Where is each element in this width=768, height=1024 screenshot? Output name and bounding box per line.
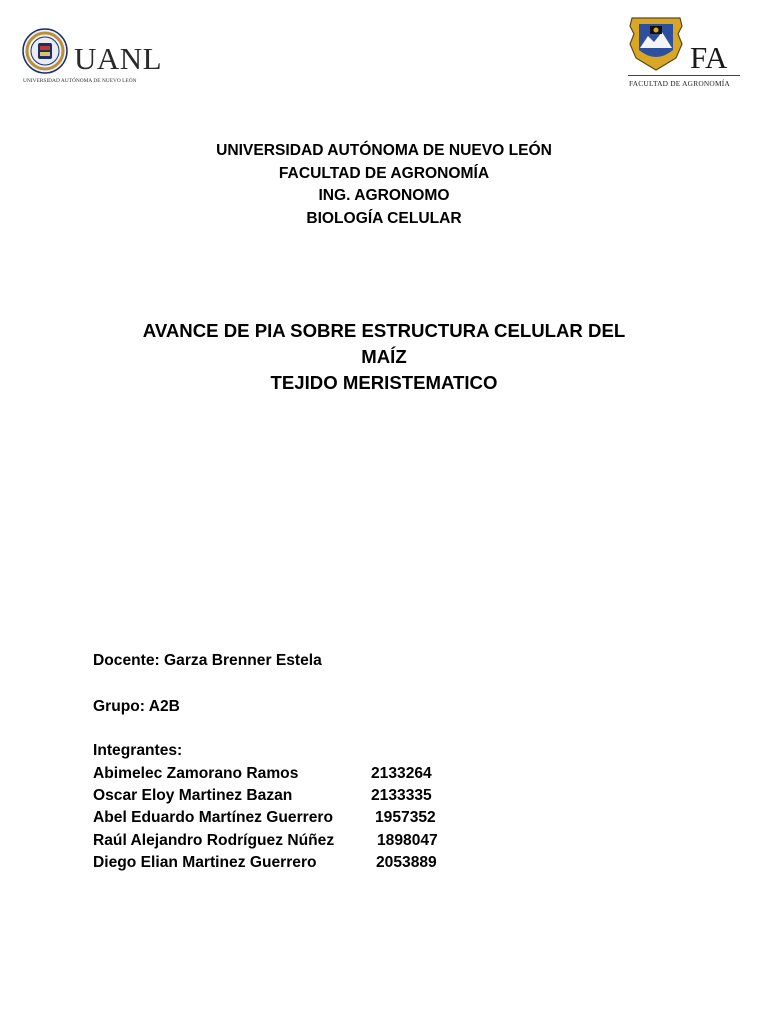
member-id: 1957352 xyxy=(375,809,436,826)
uanl-subtitle: UNIVERSIDAD AUTÓNOMA DE NUEVO LEÓN xyxy=(23,78,137,84)
university-name: UNIVERSIDAD AUTÓNOMA DE NUEVO LEÓN xyxy=(216,142,552,159)
member-id: 1898047 xyxy=(377,832,438,849)
member-name: Diego Elian Martinez Guerrero xyxy=(93,854,317,871)
fa-shield-icon xyxy=(626,14,686,72)
member-name: Abimelec Zamorano Ramos xyxy=(93,765,299,782)
document-title xyxy=(104,318,664,396)
integrantes-label: Integrantes: xyxy=(93,742,183,759)
faculty-name: FACULTAD DE AGRONOMÍA xyxy=(278,164,490,182)
fa-wordmark: FA xyxy=(690,40,728,75)
member-id: 2053889 xyxy=(376,854,437,871)
course-name: BIOLOGÍA CELULAR xyxy=(306,209,462,227)
fa-logo-divider xyxy=(628,75,740,76)
uanl-logo xyxy=(14,26,162,90)
institution-header xyxy=(0,140,768,230)
member-id: 2133264 xyxy=(371,765,432,782)
fa-logo xyxy=(624,12,748,92)
uanl-seal-icon xyxy=(22,28,68,74)
member-name: Oscar Eloy Martinez Bazan xyxy=(93,787,293,804)
member-name: Raúl Alejandro Rodríguez Núñez xyxy=(93,832,335,849)
title-line-2: MAÍZ xyxy=(361,346,407,367)
title-line-3: TEJIDO MERISTEMATICO xyxy=(270,372,498,393)
uanl-wordmark: UANL xyxy=(74,41,163,76)
grupo-line: Grupo: A2B xyxy=(93,698,180,715)
program-name: ING. AGRONOMO xyxy=(318,187,450,204)
fa-subtitle: FACULTAD DE AGRONOMÍA xyxy=(629,79,730,88)
docente-line: Docente: Garza Brenner Estela xyxy=(93,652,322,669)
member-id: 2133335 xyxy=(371,787,432,804)
title-line-1: AVANCE DE PIA SOBRE ESTRUCTURA CELULAR DEL xyxy=(142,320,626,341)
member-name: Abel Eduardo Martínez Guerrero xyxy=(93,809,334,826)
